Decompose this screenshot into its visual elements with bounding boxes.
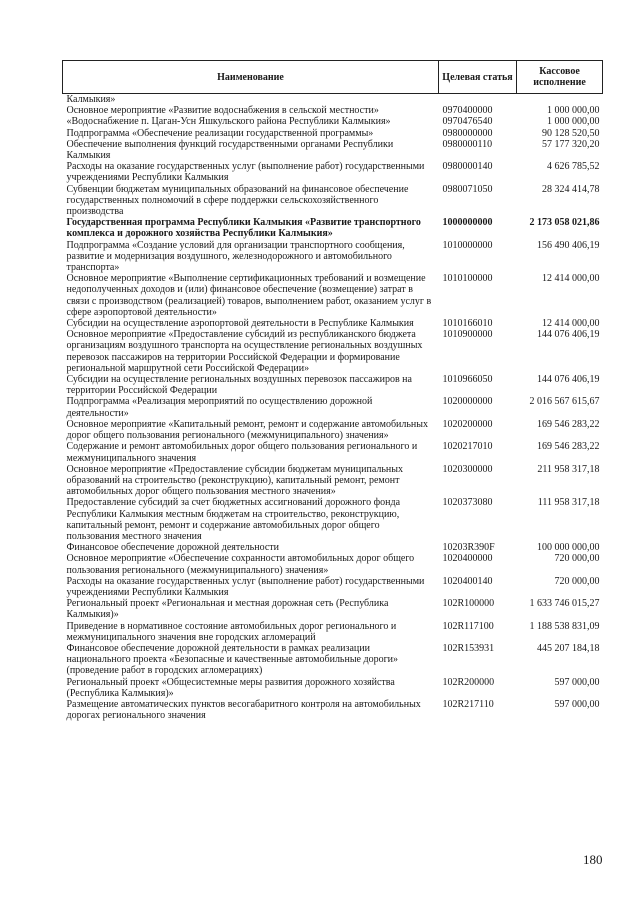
table-row	[63, 139, 603, 161]
amount-cell: 597 000,00	[554, 676, 600, 688]
amount-cell: 720 000,00	[554, 575, 600, 587]
amount-cell: 1 633 746 015,27	[529, 598, 600, 610]
code-cell: 1020300000	[442, 463, 493, 475]
header-amount: Кассовое исполнение	[517, 61, 603, 94]
table-row	[63, 621, 603, 643]
code-cell: 1010166010	[442, 318, 493, 330]
amount-cell: 12 414 000,00	[542, 273, 600, 285]
document-page	[62, 60, 602, 721]
amount-cell: 28 324 414,78	[542, 183, 600, 195]
amount-cell: 100 000 000,00	[537, 542, 600, 554]
table-row	[63, 598, 603, 620]
table-row	[63, 464, 603, 498]
amount-cell: 111 958 317,18	[537, 497, 600, 509]
table-row	[63, 553, 603, 575]
amount-cell: 2 016 567 615,67	[529, 396, 600, 408]
code-cell: 0970476540	[442, 116, 493, 128]
name-cell: Размещение автоматических пунктов весогабаритного контроля на автомобильных дорогах регионального значения	[66, 698, 421, 722]
code-cell: 1020400000	[442, 553, 493, 565]
amount-cell: 144 076 406,19	[537, 329, 600, 341]
table-row	[63, 419, 603, 441]
name-cell: Основное мероприятие «Выполнение сертификационных требований и возмещение недополученных доходов и (или) финансовое обеспечение (возмещение) затрат в связи с производством (реализацией) товаров, выполнением работ, оказанием услуг в сфере аэропортовой деятельности»	[66, 273, 432, 318]
table-row	[63, 441, 603, 463]
name-cell: Основное мероприятие «Развитие водоснабжения в сельской местности»	[66, 105, 379, 117]
name-cell: Расходы на оказание государственных услуг (выполнение работ) государственными учреждениями Республики Калмыкия	[66, 575, 425, 598]
table-body	[63, 94, 603, 722]
name-cell: Субвенции бюджетам муниципальных образований на финансовое обеспечение государственных полномочий в сфере поддержки сельскохозяйственного производства	[66, 183, 409, 218]
name-cell: Финансовое обеспечение дорожной деятельности	[66, 542, 279, 554]
name-cell: Подпрограмма «Обеспечение реализации государственной программы»	[66, 127, 374, 139]
amount-cell: 720 000,00	[554, 553, 600, 565]
code-cell: 102R200000	[442, 676, 495, 688]
name-cell: Государственная программа Республики Калмыкия «Развитие транспортного комплекса и дорожного хозяйства Республики Калмыкия»	[66, 217, 421, 240]
code-cell: 1020200000	[442, 418, 493, 430]
table-row	[63, 576, 603, 598]
code-cell: 0980000110	[442, 138, 493, 150]
table-row	[63, 677, 603, 699]
code-cell: 10203R390F	[442, 542, 495, 554]
table-row	[63, 184, 603, 218]
amount-cell: 169 546 283,22	[537, 441, 600, 453]
amount-cell: 144 076 406,19	[537, 374, 600, 386]
amount-cell	[517, 94, 603, 106]
code-cell: 1020000000	[442, 396, 493, 408]
table-row	[63, 273, 603, 318]
code-cell: 1010000000	[442, 239, 493, 251]
amount-cell: 90 128 520,50	[542, 127, 600, 139]
table-row	[63, 105, 603, 116]
table-row	[63, 329, 603, 374]
name-cell: «Водоснабжение п. Цаган-Усн Яшкульского района Республики Калмыкия»	[66, 116, 391, 128]
amount-cell: 169 546 283,22	[537, 418, 600, 430]
amount-cell: 4 626 785,52	[547, 161, 600, 173]
table-row	[63, 374, 603, 396]
header-code: Целевая статья	[439, 61, 517, 94]
name-cell: Основное мероприятие «Предоставление субсидии бюджетам муниципальных образований на строительство (реконструкцию), капитальный ремонт, ремонт автомобильных дорог общего пользования местного значения»	[66, 463, 403, 498]
name-cell: Региональный проект «Общесистемные меры развития дорожного хозяйства (Республика Калмыкия)»	[66, 676, 395, 699]
amount-cell: 597 000,00	[554, 698, 600, 710]
name-cell: Подпрограмма «Создание условий для организации транспортного сообщения, развитие и модернизация воздушного, железнодорожного и автомобильного транспорта»	[66, 239, 405, 274]
table-row	[63, 161, 603, 183]
code-cell: 102R217110	[442, 698, 494, 710]
amount-cell: 1 000 000,00	[547, 105, 600, 117]
name-cell: Основное мероприятие «Капитальный ремонт, ремонт и содержание автомобильных дорог общего пользования регионального (межмуниципального) значения»	[66, 418, 429, 442]
code-cell: 1020373080	[442, 497, 493, 509]
table-row	[63, 116, 603, 127]
table-header	[63, 61, 603, 94]
name-cell: Основное мероприятие «Обеспечение сохранности автомобильных дорог общего пользования регионального (межмуниципального) значения»	[66, 553, 415, 576]
name-cell: Субсидии на осуществление аэропортовой деятельности в Республике Калмыкия	[66, 318, 414, 330]
table-row	[63, 542, 603, 553]
table-row	[63, 217, 603, 239]
name-cell: Финансовое обеспечение дорожной деятельности в рамках реализации национального проекта «Безопасные и качественные автомобильные дороги» (проведение работ в городских агломерациях)	[66, 642, 399, 677]
amount-cell: 2 173 058 021,86	[529, 217, 600, 229]
name-cell: Подпрограмма «Реализация мероприятий по осуществлению дорожной деятельности»	[66, 396, 373, 419]
budget-table	[62, 60, 603, 721]
name-cell: Приведение в нормативное состояние автомобильных дорог регионального и межмуниципального значения вне городских агломераций	[66, 620, 397, 643]
amount-cell: 211 958 317,18	[537, 463, 600, 475]
code-cell: 0980000000	[442, 127, 493, 139]
code-cell: 1010100000	[442, 273, 493, 285]
table-row	[63, 699, 603, 721]
name-cell: Обеспечение выполнения функций государственными органами Республики Калмыкия	[66, 138, 394, 162]
header-name: Наименование	[63, 61, 439, 94]
code-cell: 0980000140	[442, 161, 493, 173]
name-cell: Региональный проект «Региональная и местная дорожная сеть (Республика Калмыкия)»	[66, 598, 389, 621]
page-number: 180	[583, 852, 603, 867]
code-cell: 1010900000	[442, 329, 493, 341]
amount-cell: 1 000 000,00	[547, 116, 600, 128]
name-cell: Предоставление субсидий за счет бюджетных ассигнований дорожного фонда Республики Калмыкия местным бюджетам на строительство, реконструкцию, капитальный ремонт, ремонт и содержание автомобильных дорог общего пользования местного значения	[66, 497, 401, 542]
table-row	[63, 128, 603, 139]
amount-cell: 156 490 406,19	[537, 239, 600, 251]
code-cell: 0970400000	[442, 105, 493, 117]
table-row	[63, 497, 603, 542]
amount-cell: 57 177 320,20	[542, 138, 600, 150]
table-row	[63, 643, 603, 677]
table-row	[63, 318, 603, 329]
code-cell: 102R153931	[442, 642, 495, 654]
name-cell: Основное мероприятие «Предоставление субсидий из республиканского бюджета организациям воздушного транспорта на осуществление региональных воздушных перевозок пассажиров на территории Российской Федерации и формирование региональной маршрутной сети Российской Федерации»	[66, 329, 423, 374]
table-row	[63, 396, 603, 418]
code-cell: 1020400140	[442, 575, 493, 587]
code-cell: 1000000000	[442, 217, 493, 229]
amount-cell: 12 414 000,00	[542, 318, 600, 330]
name-cell: Субсидии на осуществление региональных воздушных перевозок пассажиров на территории Российской Федерации	[66, 374, 412, 397]
code-cell: 0980071050	[442, 183, 493, 195]
name-cell: Расходы на оказание государственных услуг (выполнение работ) государственными учреждениями Республики Калмыкия	[66, 161, 425, 184]
name-cell: Содержание и ремонт автомобильных дорог общего пользования регионального и межмуниципального значения	[66, 441, 418, 464]
code-cell: 102R117100	[442, 620, 494, 632]
code-cell: 1020217010	[442, 441, 493, 453]
code-cell: 102R100000	[442, 598, 495, 610]
table-row	[63, 240, 603, 274]
name-cell: Калмыкия»	[66, 94, 116, 105]
table-row	[63, 94, 603, 106]
code-cell: 1010966050	[442, 374, 493, 386]
amount-cell: 1 188 538 831,09	[529, 620, 600, 632]
code-cell	[439, 94, 517, 106]
amount-cell: 445 207 184,18	[537, 642, 600, 654]
